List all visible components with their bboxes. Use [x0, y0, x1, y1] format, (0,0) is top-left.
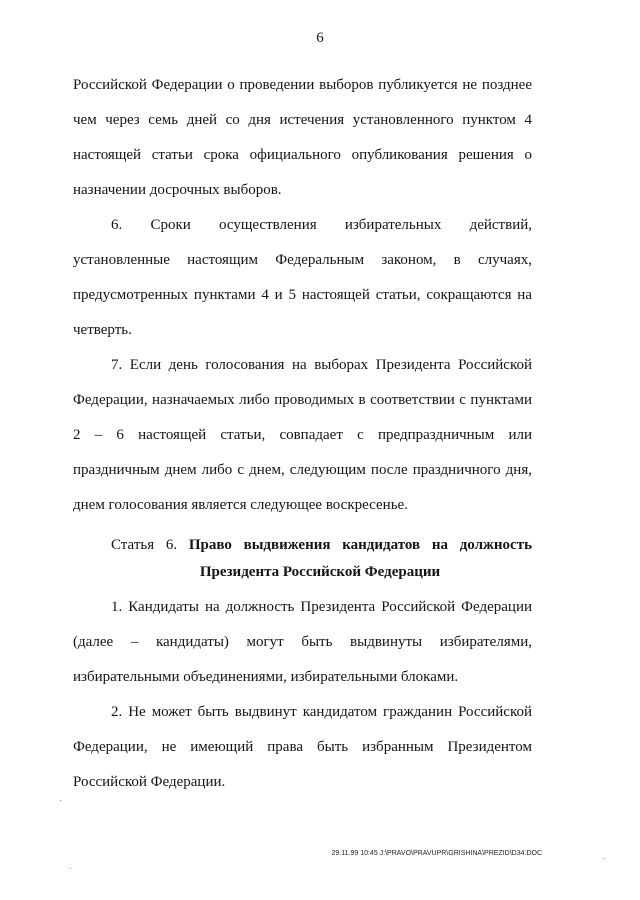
scan-speck [70, 868, 71, 869]
file-path-footer: 29.11.99 10:45 J:\PRAVO\PRAVUPR\GRISHINA\PREZID\D34.DOC [331, 850, 542, 857]
text-line: (далее – кандидаты) могут быть выдвинуты избирателями, [73, 634, 532, 650]
text-line: 2 – 6 настоящей статьи, совпадает с предпраздничным или [73, 427, 532, 443]
text-line: настоящей статьи срока официального опубликования решения о [73, 147, 532, 163]
text-line: 2. Не может быть выдвинут кандидатом гражданин Российской [111, 704, 532, 720]
article-heading [111, 536, 532, 554]
text-line: четверть. [73, 322, 132, 338]
text-line: Российской Федерации о проведении выборов публикуется не позднее [73, 77, 532, 93]
text-line: назначении досрочных выборов. [73, 182, 282, 198]
page-number: 6 [316, 30, 324, 46]
article-prefix: Статья 6. [111, 537, 178, 553]
scan-speck [60, 800, 61, 801]
scan-speck [604, 858, 605, 859]
article-title-line2: Президента Российской Федерации [199, 564, 441, 580]
text-line: предусмотренных пунктами 4 и 5 настоящей статьи, сокращаются на [73, 287, 532, 303]
text-line: 1. Кандидаты на должность Президента Российской Федерации [111, 599, 532, 615]
text-line: 6. Сроки осуществления избирательных действий, [111, 217, 532, 233]
text-line: Федерации, назначаемых либо проводимых в соответствии с пунктами [73, 392, 532, 408]
text-line: избирательными объединениями, избирательными блоками. [73, 669, 459, 685]
text-line: 7. Если день голосования на выборах Президента Российской [111, 357, 532, 373]
text-line: установленные настоящим Федеральным законом, в случаях, [73, 252, 532, 268]
text-line: праздничным днем либо с днем, следующим после праздничного дня, [73, 462, 532, 478]
text-line: чем через семь дней со дня истечения установленного пунктом 4 [73, 112, 532, 128]
article-title-line1: Право выдвижения кандидатов на должность [188, 537, 533, 553]
text-line: Российской Федерации. [73, 774, 226, 790]
text-line: Федерации, не имеющий права быть избранным Президентом [73, 739, 532, 755]
text-line: днем голосования является следующее воскресенье. [73, 497, 408, 513]
